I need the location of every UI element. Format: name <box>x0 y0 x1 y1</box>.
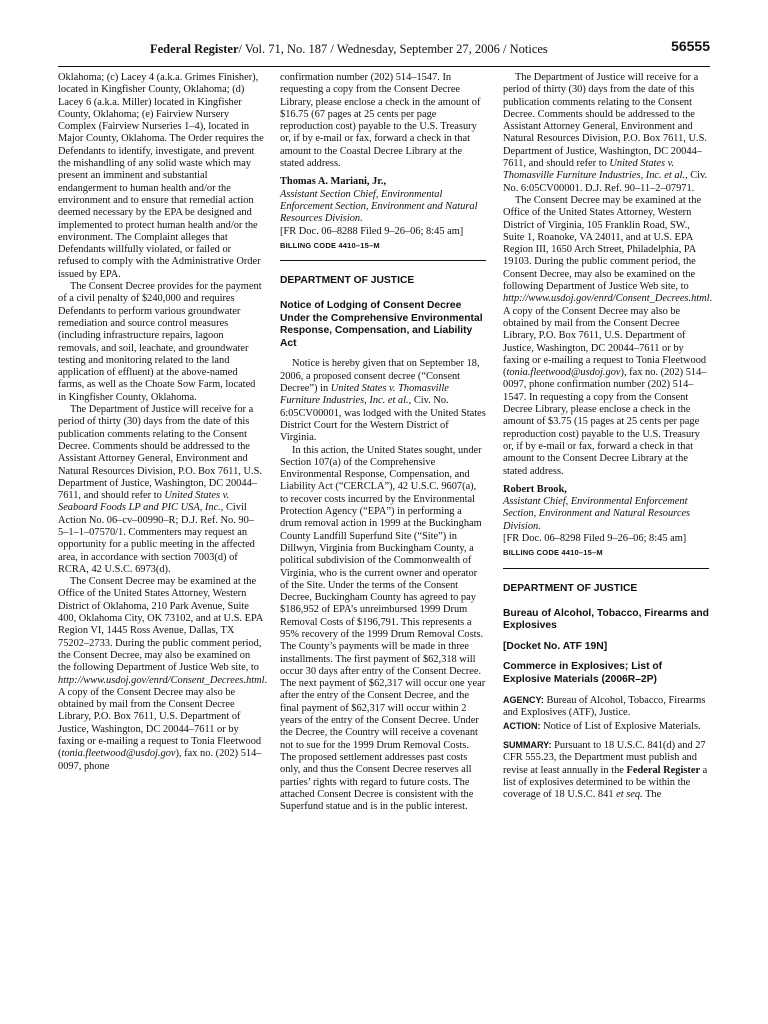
text-run: ), fax no. (202) 514–0097, phone confirmation number (202) 514–1547. In requesting a copy from the Consent Decree Library, please enclose a check in the amount of $3.75 (15 pages at 25 cents per page reproduction cost) payable to the U.S. Treasury or, if by e-mail or fax, forward a check in that amount to the Consent Decree Library at the stated address. <box>503 367 707 477</box>
signer-name: Robert Brook, <box>503 483 567 495</box>
paragraph <box>503 194 713 478</box>
billing-code: BILLING CODE 4410–15–M <box>503 548 603 558</box>
text-run: Notice is hereby given that on September 18, 2006, a proposed consent decree (“Consent Decree”) in <box>280 358 480 395</box>
web-link[interactable]: http://www.usdoj.gov/enrd/Consent_Decrees.html <box>58 674 265 686</box>
paragraph <box>58 576 268 773</box>
web-link[interactable]: http://www.usdoj.gov/enrd/Consent_Decrees.html <box>503 293 710 305</box>
text-run: . A copy of the Consent Decree may also be obtained by mail from the Consent Decree Library, P.O. Box 7611, U.S. Department of Justice, Washington, DC 20044–7611 or by faxing or e-mailing a request to Tonia Fleetwood ( <box>58 674 268 760</box>
text-run: Notice of List of Explosive Materials. <box>540 720 701 732</box>
case-name: United States v. Seaboard Foods LP and PIC USA, Inc. <box>58 490 230 514</box>
paragraph <box>503 72 709 195</box>
text-run: The Department of Justice will receive for a period of thirty (30) days from the date of this publication comments relating to the Consent Decree. Comments should be addressed to the Assistant Attorney General, Environment and Natural Resources Division, P.O. Box 7611, U.S. Department of Justice, Washington, DC 20044–7611, and should refer to <box>58 404 262 502</box>
paragraph <box>280 358 486 444</box>
publication-name: Federal Register <box>150 42 239 56</box>
column-1 <box>58 72 268 773</box>
agency-label: AGENCY: <box>503 695 544 706</box>
paragraph <box>58 404 264 576</box>
bureau-heading: Bureau of Alcohol, Tobacco, Firearms and Explosives <box>503 607 709 632</box>
et-seq: et seq. <box>616 789 643 801</box>
paragraph: Oklahoma; (c) Lacey 4 (a.k.a. Grimes Finisher), located in Kingfisher County, Oklahoma; (d) Lacey 6 (a.k.a. Miller) located in Kingfisher County, Oklahoma; (e) Fairview Nursery Complex (Fairview Nurseries 1–4), located in Major County, Oklahoma. The Order requires the Defendants to identify, investigate, and prevent the mishandling of any solid waste which may present an imminent and substantial endangerment to human health and/or the environment and to ensure that remedial action deemed necessary by the EPA be designed and implemented to protect human health and/or the environment. The Complaint alleges that Defendants willfully violated, or failed or refused to comply with the Administrative Order issued by EPA. <box>58 72 264 280</box>
signer-title: Assistant Chief, Environmental Enforcement Section, Environment and Natural Resources Division. <box>503 496 691 532</box>
federal-register-ref: Federal Register <box>626 764 701 776</box>
text-run: The <box>642 789 662 801</box>
text-run: The Department of Justice will receive for a period of thirty (30) days from the date of this publication comments relating to the Consent Decree. Comments should be addressed to the Assistant Attorney General, Environment and Natural Resources Division, P.O. Box 7611, U.S. Department of Justice, Washington, DC 20044–7611, and should refer to <box>503 72 707 170</box>
text-run: Pursuant to 18 U.S.C. 841(d) and 27 CFR 555.23, the Department must publish and revise at least annually in the <box>503 740 706 776</box>
fr-doc-line: [FR Doc. 06–8288 Filed 9–26–06; 8:45 am] <box>280 225 464 237</box>
header-rule <box>58 66 710 67</box>
text-run: , Civil Action No. 06–cv–00990–R; D.J. Ref. No. 90–5–1–1–07570/1. Commenters may request an opportunity for a public meeting in the affected area, in accordance with section 7003(d) of RCRA, 42 U.S.C. 6973(d). <box>58 502 255 575</box>
notice-title: Notice of Lodging of Consent Decree Under the Comprehensive Environmental Response, Compensation, and Liability Act <box>280 300 483 349</box>
agency-heading: DEPARTMENT OF JUSTICE <box>280 275 415 287</box>
case-name: United States v. Thomasville Furniture Industries, Inc. et al. <box>280 383 449 407</box>
summary-paragraph <box>503 739 709 801</box>
email-link[interactable]: tonia.fleetwood@usdoj.gov <box>506 367 621 379</box>
text-run: Bureau of Alcohol, Tobacco, Firearms and Explosives (ATF), Justice. <box>503 695 706 719</box>
column-3 <box>503 72 713 802</box>
text-run: The Consent Decree may be examined at the Office of the United States Attorney, Western District of Oklahoma, 210 Park Avenue, Suite 400, Oklahoma City, OK 73102, and at U.S. EPA Region VI, 1445 Ross Avenue, Dallas, TX 75202–2733. During the public comment period, the Consent Decree, may also be examined on the following Department of Justice Web site, to <box>58 576 263 674</box>
text-run: . A copy of the Consent Decree may also be obtained by mail from the Consent Decree Library, P.O. Box 7611, U.S. Department of Justice, Washington, DC 20044–7611 or by faxing or e-mailing a request to Tonia Fleetwood ( <box>503 293 713 379</box>
signer-title: Assistant Section Chief, Environmental Enforcement Section, Environment and Natural Resources Division. <box>280 188 478 225</box>
text-run: , Civ. No. 6:05CV00001. D.J. Ref. 90–11–2–07971. <box>503 170 708 194</box>
page-number: 56555 <box>671 38 710 54</box>
action-line <box>503 720 709 733</box>
notice-title: Commerce in Explosives; List of Explosive Materials (2006R–2P) <box>503 661 663 685</box>
issue-info: / Vol. 71, No. 187 / Wednesday, September 27, 2006 / Notices <box>238 42 548 56</box>
page-header <box>150 38 710 62</box>
billing-code: BILLING CODE 4410–15–M <box>280 240 380 250</box>
header-citation <box>150 42 548 57</box>
action-label: ACTION: <box>503 720 541 731</box>
summary-label: SUMMARY: <box>503 740 552 751</box>
text-run: , Civ. No. 6:05CV00001, was lodged with the United States District Court for the Western District of Virginia. <box>280 395 486 444</box>
section-divider <box>503 568 709 569</box>
paragraph: confirmation number (202) 514–1547. In requesting a copy from the Consent Decree Library, please enclose a check in the amount of $16.75 (67 pages at 25 cents per page reproduction cost) payable to the U.S. Treasury or, if by e-mail or fax, forward a check in that amount to the Coastal Decree Library at the stated address. <box>280 72 481 170</box>
text-run: The Consent Decree may be examined at the Office of the United States Attorney, Western District of Virginia, 105 Franklin Road, SW., Suite 1, Roanoke, VA 24011, and at U.S. EPA Region III, 1650 Arch Street, Philadelphia, PA 19103. During the public comment period, the Consent Decree, may also be examined on the following Department of Justice Web site, to <box>503 194 702 293</box>
case-name: United States v. Thomasville Furniture Industries, Inc. et al. <box>503 158 686 182</box>
agency-heading: DEPARTMENT OF JUSTICE <box>503 582 638 594</box>
signer-name: Thomas A. Mariani, Jr., <box>280 176 387 188</box>
agency-line <box>503 694 709 720</box>
section-divider <box>280 260 486 261</box>
email-link[interactable]: tonia.fleetwood@usdoj.gov <box>61 748 176 760</box>
text-run: ), fax no. (202) 514–0097, phone <box>58 748 262 772</box>
paragraph: In this action, the United States sought, under Section 107(a) of the Comprehensive Environmental Response, Compensation, and Liability Act (“CERCLA”), 42 U.S.C. 9607(a), to recover costs incurred by the Environmental Protection Agency (“EPA”) in performing a drum removal action in 1999 at the Buckingham County Landfill Superfund Site (“Site”) in Dillwyn, Virginia from Buckingham County, a political subdivision of the Commonwealth of Virginia, who is the current owner and operator of the Site. Under the terms of the Consent Decree, Buckingham County has agreed to pay $186,952 of EPA’s unreimbursed 1999 Drum Removal Costs of $196,791. This represents a 95% recovery of the 1999 Drum Removal Costs. The County’s payments will be made in three installments. The first payment of $62,318 will occur 30 days after entry of the Consent Decree. The next payment of $62,317 will occur one year after the entry of the Consent Decree, and the final payment of $62,317 will occur within 2 years of the entry of the Consent Decree. Under the Decree, the Country will receive a covenant not to sue for the 1999 Drum Removal Costs. The proposed settlement addresses past costs only, and thus the Consent Decree reserves all parties’ rights with regard to future costs. The attached Consent Decree is consistent with the Superfund statue and is in the public interest. <box>280 444 486 813</box>
fr-doc-line: [FR Doc. 06–8298 Filed 9–26–06; 8:45 am] <box>503 532 687 544</box>
paragraph: The Consent Decree provides for the payment of a civil penalty of $240,000 and requires Defendants to perform various groundwater remediation and source control measures (including infrastructure repairs, lagoon removals, and soil, leachate, and groundwater testing and monitoring related to the land application of effluent) at the above-named farms, as well as the Choate Sow Farm, located in Kingfisher County, Oklahoma. <box>58 281 262 403</box>
column-2 <box>280 72 486 813</box>
docket-number: [Docket No. ATF 19N] <box>503 640 608 652</box>
text-run: a list of explosives determined to be within the coverage of 18 U.S.C. 841 <box>503 764 708 801</box>
